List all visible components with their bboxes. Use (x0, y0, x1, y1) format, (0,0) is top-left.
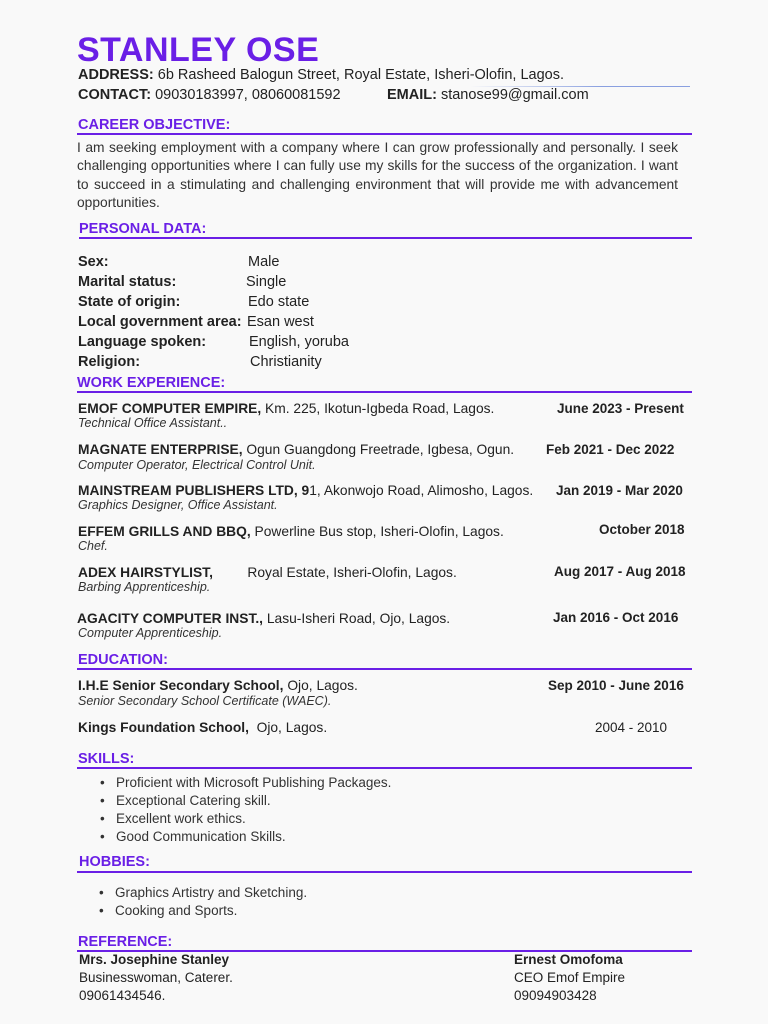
job-line (78, 482, 533, 499)
education-date: 2004 - 2010 (595, 720, 668, 735)
reference-title: CEO Emof Empire (514, 970, 626, 985)
job-line (77, 610, 450, 627)
section-heading-career: CAREER OBJECTIVE: (78, 117, 231, 133)
hobby-item: • Cooking and Sports. (99, 902, 307, 920)
job-line (78, 400, 494, 417)
skill-item: • Good Communication Skills. (100, 828, 391, 846)
personal-value-state: Edo state (248, 294, 310, 310)
career-objective-text: I am seeking employment with a company where I can grow professionally and personally. I seek challenging opportunities where I can fully use my skills for the success of the organization. I want to succeed in a stimulating and challenging environment that will provide me with advancement opportunities. (77, 140, 678, 210)
address-value: 6b Rasheed Balogun Street, Royal Estate, Isheri-Olofin, Lagos. (157, 67, 564, 83)
job-company: EMOF COMPUTER EMPIRE, (78, 401, 262, 416)
job-date: October 2018 (599, 522, 685, 537)
job-location: Ogun Guangdong Freetrade, Igbesa, Ogun. (242, 442, 515, 457)
job-line (78, 564, 457, 581)
job-location: Km. 225, Ikotun-Igbeda Road, Lagos. (261, 401, 495, 416)
job-location: Royal Estate, Isheri-Olofin, Lagos. (212, 565, 457, 580)
section-heading-hobbies: HOBBIES: (79, 854, 150, 870)
job-date: Aug 2017 - Aug 2018 (554, 564, 686, 579)
skill-item: • Proficient with Microsoft Publishing Packages. (100, 774, 391, 792)
personal-value-marital: Single (246, 274, 287, 290)
job-company: EFFEM GRILLS AND BBQ, (78, 524, 251, 539)
job-location: Lasu-Isheri Road, Ojo, Lagos. (263, 611, 451, 626)
section-heading-work: WORK EXPERIENCE: (77, 375, 226, 391)
education-school: I.H.E Senior Secondary School, (78, 678, 284, 693)
job-company: MAGNATE ENTERPRISE, (78, 442, 243, 457)
email-line (387, 86, 589, 104)
hobby-item: • Graphics Artistry and Sketching. (99, 884, 307, 902)
section-rule (77, 391, 692, 393)
job-line (78, 523, 504, 540)
job-location: Powerline Bus stop, Isheri-Olofin, Lagos. (250, 524, 504, 539)
personal-value-lga: Esan west (247, 314, 314, 330)
skills-list (100, 774, 391, 846)
section-rule (77, 668, 692, 670)
personal-label-marital: Marital status: (78, 274, 177, 290)
section-rule (77, 767, 692, 769)
address-line (78, 66, 564, 84)
section-heading-personal: PERSONAL DATA: (79, 221, 207, 237)
education-date: Sep 2010 - June 2016 (548, 678, 684, 693)
section-rule (77, 871, 692, 873)
job-role: Computer Apprenticeship. (78, 626, 223, 640)
personal-label-religion: Religion: (78, 354, 141, 370)
personal-value-language: English, yoruba (249, 334, 349, 350)
personal-label-sex: Sex: (78, 254, 109, 270)
hobbies-list (99, 884, 307, 920)
resume-name: STANLEY OSE (77, 31, 320, 69)
section-rule (77, 133, 692, 135)
education-certificate: Senior Secondary School Certificate (WAEC). (78, 694, 332, 708)
email-label: EMAIL: (387, 87, 437, 103)
education-school: Kings Foundation School, (78, 720, 249, 735)
email-value: stanose99@gmail.com (440, 87, 589, 103)
job-date: Feb 2021 - Dec 2022 (546, 442, 675, 457)
job-company: MAINSTREAM PUBLISHERS LTD, 9 (78, 483, 310, 498)
job-role: Graphics Designer, Office Assistant. (78, 498, 278, 512)
job-date: Jan 2019 - Mar 2020 (556, 483, 683, 498)
job-role: Chef. (78, 539, 108, 553)
address-label: ADDRESS: (78, 67, 154, 83)
job-company: AGACITY COMPUTER INST., (77, 611, 264, 626)
personal-value-religion: Christianity (250, 354, 322, 370)
education-line (78, 677, 358, 694)
reference-phone: 09094903428 (514, 988, 597, 1003)
contact-value: 09030183997, 08060081592 (155, 87, 341, 103)
job-role: Computer Operator, Electrical Control Unit. (78, 458, 316, 472)
contact-label: CONTACT: (78, 87, 152, 103)
job-date: June 2023 - Present (557, 401, 684, 416)
job-date: Jan 2016 - Oct 2016 (553, 610, 679, 625)
section-heading-skills: SKILLS: (78, 751, 135, 767)
education-location: Ojo, Lagos. (248, 720, 328, 735)
personal-label-lga: Local government area: (78, 314, 242, 330)
contact-line (78, 86, 341, 104)
reference-phone: 09061434546. (79, 988, 166, 1003)
job-role: Technical Office Assistant.. (78, 416, 228, 430)
section-heading-education: EDUCATION: (78, 652, 168, 668)
job-role: Barbing Apprenticeship. (78, 580, 211, 594)
job-company: ADEX HAIRSTYLIST, (78, 565, 213, 580)
skill-item: • Excellent work ethics. (100, 810, 391, 828)
section-rule (79, 237, 692, 239)
education-location: Ojo, Lagos. (283, 678, 358, 693)
reference-title: Businesswoman, Caterer. (79, 970, 233, 985)
personal-label-state: State of origin: (78, 294, 181, 310)
personal-label-language: Language spoken: (78, 334, 207, 350)
section-heading-reference: REFERENCE: (78, 934, 173, 950)
job-line (78, 441, 514, 458)
education-line (78, 719, 327, 736)
reference-name: Mrs. Josephine Stanley (79, 952, 230, 967)
reference-name: Ernest Omofoma (514, 952, 623, 967)
job-location: 1, Akonwojo Road, Alimosho, Lagos. (309, 483, 534, 498)
skill-item: • Exceptional Catering skill. (100, 792, 391, 810)
personal-value-sex: Male (248, 254, 280, 270)
